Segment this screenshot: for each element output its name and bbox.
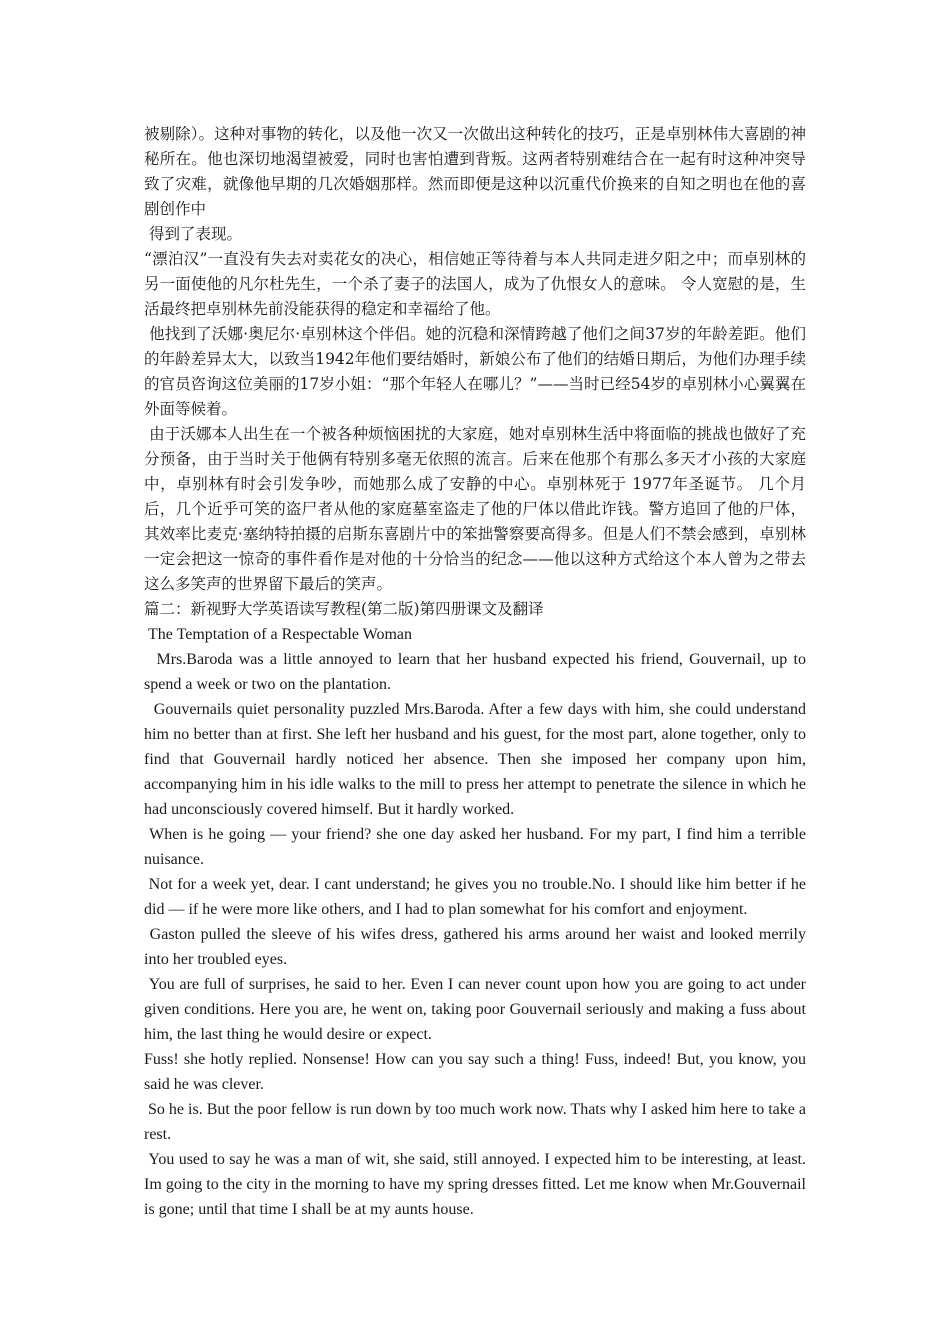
english-paragraph: When is he going — your friend? she one day asked her husband. For my part, I find him a terrible nuisance. bbox=[144, 826, 811, 868]
paragraph-chaplin-transformation: 被剔除）。这种对事物的转化，以及他一次又一次做出这种转化的技巧，正是卓别林伟大喜剧的神秘所在。他也深切地渴望被爱，同时也害怕遭到背叛。这两者特别难结合在一起有时这种冲突导致了灾难，就像他早期的几次婚姻那样。然而即便是这种以沉重代价换来的自知之明也在他的喜剧创作中 bbox=[144, 125, 806, 218]
paragraph-oona: 他找到了沃娜·奥尼尔·卓别林这个伴侣。她的沉稳和深情跨越了他们之间37岁的年龄差距。他们的年龄差异太大，以致当1942年他们要结婚时，新娘公布了他们的结婚日期后，为他们办理手续的官员咨询这位美丽的17岁小姐：“那个年轻人在哪儿？”——当时已经54岁的卓别林小心翼翼在外面等候着。 bbox=[144, 325, 806, 418]
paragraph-family: 由于沃娜本人出生在一个被各种烦恼困扰的大家庭，她对卓别林生活中将面临的挑战也做好了充分预备，由于当时关于他俩有特别多毫无依照的流言。后来在他那个有那么多天才小孩的大家庭中，卓别林有时会引发争吵，而她那么成了安静的中心。卓别林死于 1977年圣诞节。 几个月后，几个近乎可笑的盗尸者从他的家庭墓室盗走了他的尸体以借此诈钱。警方追回了他的尸体，其效率比麦克·塞纳特拍摄的启斯东喜剧片中的笨拙警察要高得多。但是人们不禁会感到，卓别林一定会把这一惊奇的事件看作是对他的十分恰当的纪念——他以这种方式给这个本人曾为之带去这么多笑声的世界留下最后的笑声。 bbox=[144, 425, 806, 593]
english-paragraph: Gouvernails quiet personality puzzled Mrs.Baroda. After a few days with him, she could understand him no better than at first. She left her husband and his guest, for the most part, alone together, only to find that Gouvernail hardly noticed her absence. Then she imposed her company upon him, accompanying him in his idle walks to the mill to press her attempt to penetrate the silence in which he had unconsciously covered himself. But it hardly worked. bbox=[144, 701, 811, 818]
english-paragraph: Not for a week yet, dear. I cant understand; he gives you no trouble.No. I should like him better if he did — if he were more like others, and I had to plan somewhat for his comfort and enjoyment. bbox=[144, 876, 811, 918]
english-paragraph: You used to say he was a man of wit, she said, still annoyed. I expected him to be interesting, at least. Im going to the city in the morning to have my spring dresses fitted. Let me know when Mr.Gouvernail is gone; until that time I shall be at my aunts house. bbox=[144, 1151, 811, 1218]
section-heading: 篇二：新视野大学英语读写教程(第二版)第四册课文及翻译 bbox=[144, 600, 544, 618]
english-paragraph: So he is. But the poor fellow is run down by too much work now. Thats why I asked him here to take a rest. bbox=[144, 1101, 811, 1143]
english-paragraph: Fuss! she hotly replied. Nonsense! How can you say such a thing! Fuss, indeed! But, you know, you said he was clever. bbox=[144, 1051, 810, 1093]
paragraph-tramp: “漂泊汉”一直没有失去对卖花女的决心，相信她正等待着与本人共同走进夕阳之中；而卓别林的另一面使他的凡尔杜先生，一个杀了妻子的法国人，成为了仇恨女人的意味。 令人宽慰的是，生活最终把卓别林先前没能获得的稳定和幸福给了他。 bbox=[144, 250, 806, 318]
paragraph-expression: 得到了表现。 bbox=[144, 225, 242, 243]
english-paragraph: You are full of surprises, he said to her. Even I can never count upon how you are going to act under given conditions. Here you are, he went on, taking poor Gouvernail seriously and making a fuss about him, the last thing he would desire or expect. bbox=[144, 976, 810, 1043]
english-title: The Temptation of a Respectable Woman bbox=[144, 626, 413, 643]
document-page bbox=[144, 122, 811, 1222]
english-paragraph: Mrs.Baroda was a little annoyed to learn that her husband expected his friend, Gouvernail, up to spend a week or two on the plantation. bbox=[144, 651, 811, 693]
english-paragraph: Gaston pulled the sleeve of his wifes dress, gathered his arms around her waist and looked merrily into her troubled eyes. bbox=[144, 926, 811, 968]
